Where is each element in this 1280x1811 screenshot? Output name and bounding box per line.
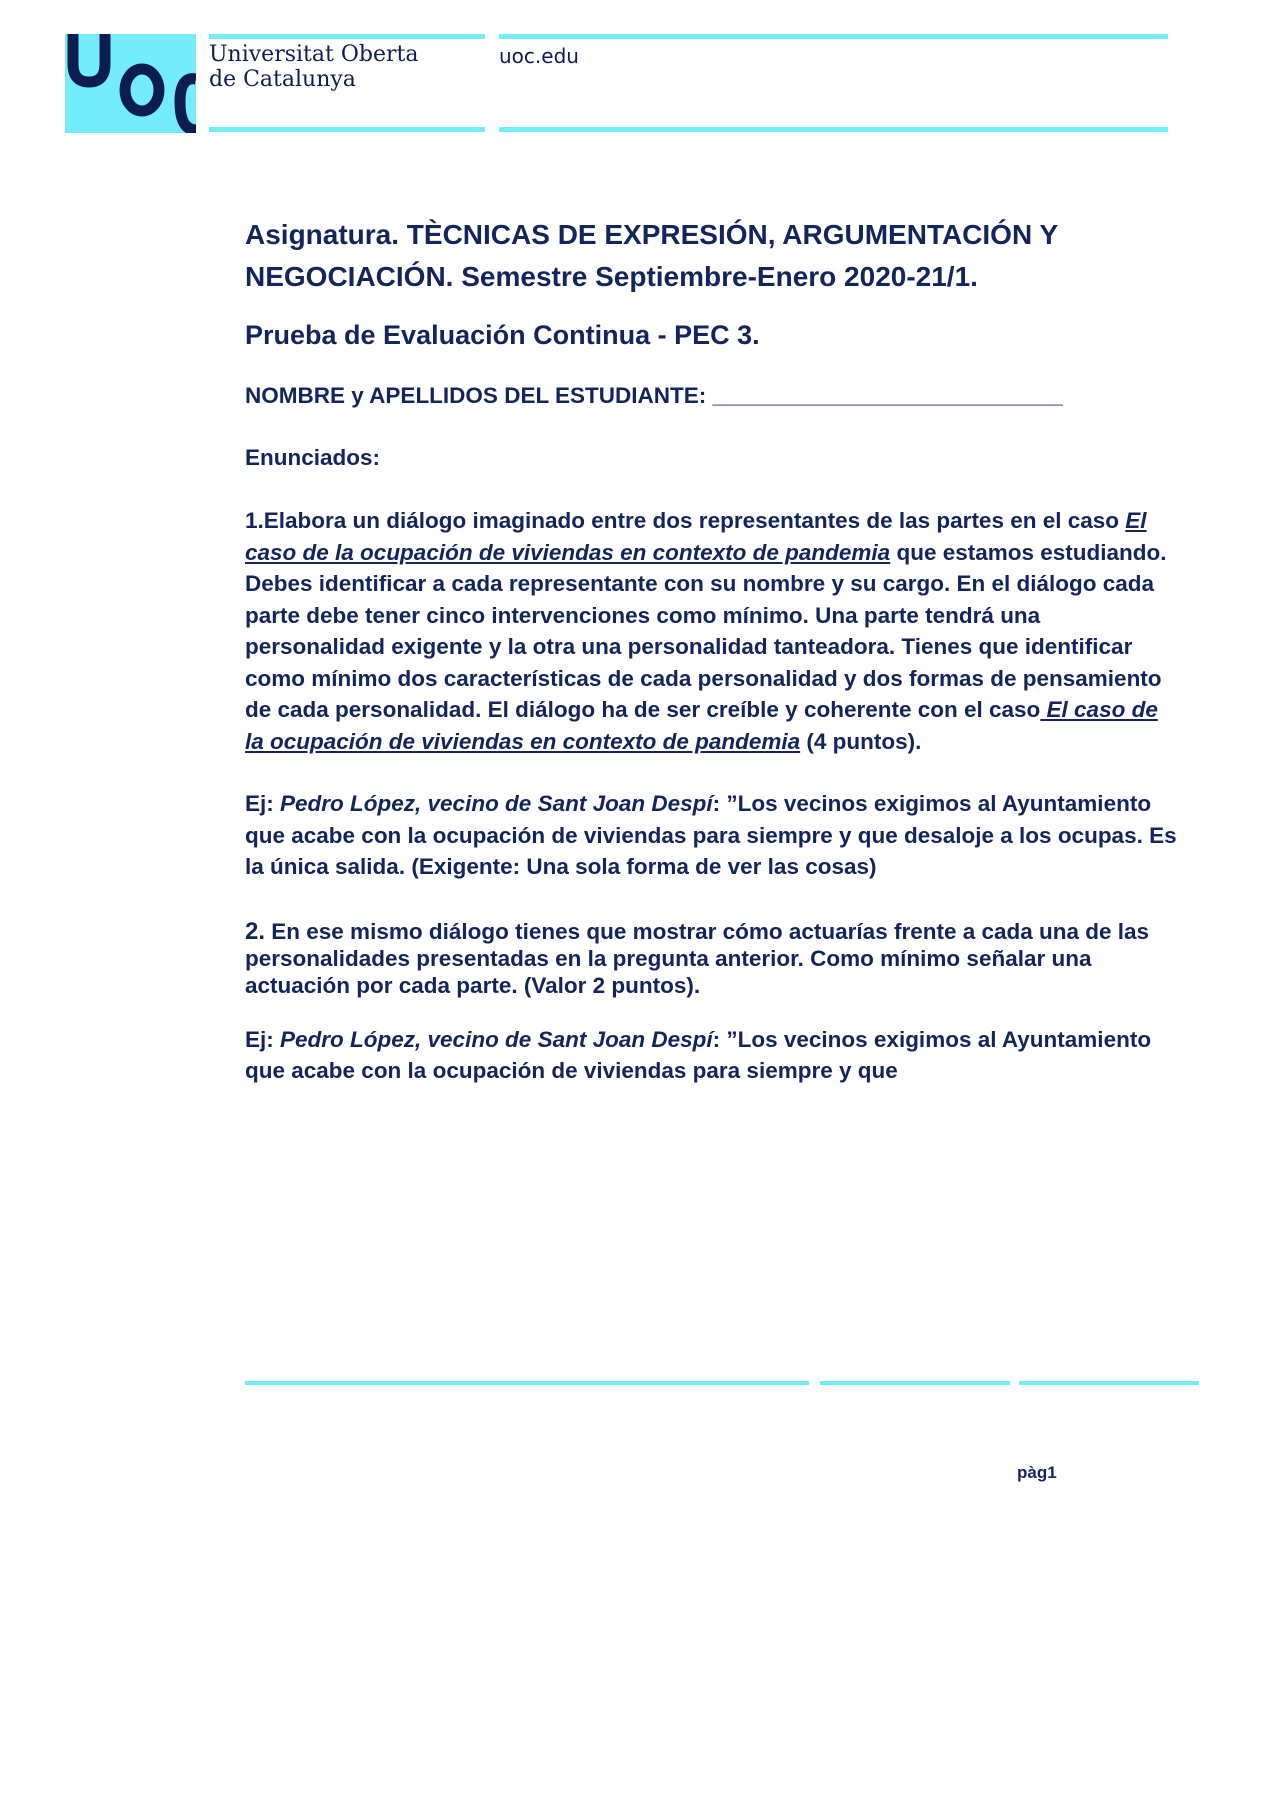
header-rule-right-bottom: [499, 127, 1168, 132]
pec-title: Prueba de Evaluación Continua - PEC 3.: [245, 320, 760, 350]
university-name: [209, 42, 418, 92]
header-rule-left-bottom: [209, 127, 485, 132]
site-url[interactable]: uoc.edu: [499, 44, 579, 68]
example-2: [245, 1024, 1180, 1087]
university-name-line2: de Catalunya: [209, 67, 356, 92]
example-2-speaker: Pedro López, vecino de Sant Joan Despí: [280, 1026, 713, 1052]
example-1-quote: : ”Los vecinos exigimos al Ayuntamiento que acabe con la ocupación de viviendas para siempre y que desaloje a los ocupas. Es la única salida. (Exigente: Una sola forma de ver las cosas): [245, 791, 1177, 879]
question-2: [245, 918, 1180, 999]
example-2-prefix: Ej:: [245, 1026, 281, 1052]
course-title-line1: Asignatura. TÈCNICAS DE EXPRESIÓN, ARGUMENTACIÓN Y: [245, 219, 1059, 250]
page-number: pàg1: [1017, 1463, 1057, 1482]
case-link-2[interactable]: El caso de la ocupación de viviendas en contexto de pandemia: [245, 697, 1158, 754]
statements-heading: Enunciados:: [245, 445, 381, 470]
case-link-1[interactable]: El caso de la ocupación de viviendas en contexto de pandemia: [245, 508, 1147, 565]
example-2-quote: : ”Los vecinos exigimos al Ayuntamiento que acabe con la ocupación de viviendas para siempre y que: [245, 1026, 1152, 1083]
footer-rule-1: [245, 1381, 809, 1385]
question-1-intro: 1.Elabora un diálogo imaginado entre dos representantes de las partes en el caso: [245, 508, 1126, 533]
example-1-prefix: Ej:: [245, 791, 281, 816]
student-name-field[interactable]: NOMBRE y APELLIDOS DEL ESTUDIANTE: ____________________________: [245, 383, 1063, 408]
uoc-logo: [65, 34, 196, 133]
footer-rule-3: [1019, 1381, 1199, 1385]
question-1-body: que estamos estudiando. Debes identificar a cada representante con su nombre y su cargo. En el diálogo cada parte debe tener cinco intervenciones como mínimo. Una parte tendrá una personalidad exigente y la otra una personalidad tanteadora. Tienes que identificar como mínimo dos características de cada personalidad y dos formas de pensamiento de cada personalidad. El diálogo ha de ser creíble y coherente con el caso: [245, 539, 1167, 722]
course-title: [245, 214, 1180, 298]
document-body: [245, 214, 1180, 1087]
course-title-line2: NEGOCIACIÓN. Semestre Septiembre-Enero 2020-21/1.: [245, 261, 978, 292]
question-2-number: 2.: [245, 917, 266, 945]
uoc-logo-mark: [65, 34, 196, 133]
question-1: [245, 505, 1180, 757]
header-rule-right-top: [499, 34, 1168, 39]
university-name-line1: Universitat Oberta: [209, 42, 419, 67]
example-1-speaker: Pedro López, vecino de Sant Joan Despí: [280, 791, 713, 816]
question-1-points: (4 puntos).: [800, 728, 922, 754]
example-1: [245, 788, 1180, 883]
footer-rule-2: [820, 1381, 1010, 1385]
header-rule-left-top: [209, 34, 485, 39]
question-2-text: En ese mismo diálogo tienes que mostrar cómo actuarías frente a cada una de las personalidades presentadas en la pregunta anterior. Como mínimo señalar una actuación por cada parte. (Valor 2 puntos).: [245, 918, 1150, 998]
